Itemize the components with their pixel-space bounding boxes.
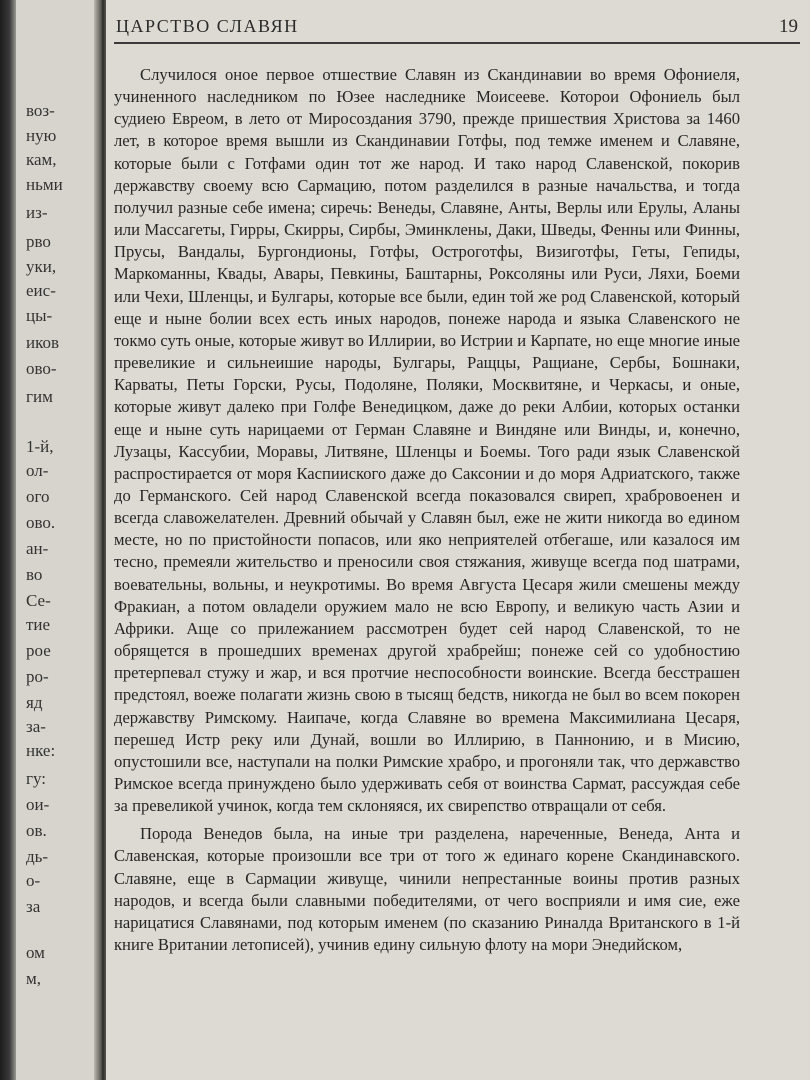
- left-fragment: воз-: [26, 101, 55, 120]
- book-edge-shadow: [0, 0, 16, 1080]
- left-fragment: во: [26, 565, 43, 584]
- left-fragment: иков: [26, 333, 60, 352]
- paragraph: Случилося оное первое отшествие Славян из Скандинавии во время Офониеля, учиненного наследником по Юзее наследнике Моисееве. Которои Офониель был судиею Евреом, в лето от Миросоздания 3790, прежде пришествия Христова за 1460 лет, в которое время вышли из Скандинавии Готфы, под темже именем и Славяне, которые были с Готфами один тот же народ. И тако народ Славенской, покорив державству своему всю Сармацию, потом разделился в разные начальства, и тогда получил разные себе имена; сиречь: Венеды, Славяне, Анты, Верлы или Ерулы, Аланы или Массагеты, Гирры, Скирры, Сирбы, Эминклены, Даки, Шведы, Фенны или Финны, Прусы, Вандалы, Бургондионы, Готфы, Остроготфы, Визиготфы, Геты, Гепиды, Маркоманны, Квады, Авары, Певкины, Баштарны, Роксоляны или Руси, Ляхи, Боеми или Чехи, Шленцы, и Булгары, которые все были, един той же род Славенской, который еще и ныне болии всех есть иных народов, понеже народа и языка Славенского не токмо суть оные, которые живут во Иллирии, во Истрии и Карпате, но еще многие иные превеликие и сильнеишие народы, Булгары, Ращцы, Ращиане, Сербы, Бошнаки, Карваты, Петы Горски, Русы, Подоляне, Поляки, Москвитяне, и Черкасы, и оные, которые живут далеко при Голфе Венедицком, даже до реки Албии, которых останки еще и ныне суть нарицаеми от Герман Славяне и Виндяне или Винды, и, конечно, Лузацы, Кассубии, Моравы, Литвяне, Шленцы и Боемы. Того ради язык Славенской распростирается от моря Каспииского даже до Саксонии и до моря Адриатского, также до Германского. Сей народ Славенской всегда показовался свиреп, храбровоенен и всегда славожелателен. Древний обычай у Славян был, еже не жити никогда во едином месте, но по пристойности попасов, или яко неприятелей отбегаше, или казалося им тесно, премеяли жительство и преносили своя стяжания, живуще всегда под шатрами, воевательны, вольны, и неукротимы. Во время Августа Цесаря жили смешены между Фракиан, а потом овладели оружием мало не всю Европу, и великую часть Азии и Африки. Аще со прилежанием рассмотрен будет сей народ Славенской, то не обрящется в прошедших временах другой храбрейш; понеже сей со удобностию претерпевал стужу и жар, и вся протчие неспособности воинские. Всегда бесстрашен предстоял, воеже полагати жизнь свою в тысящ бедств, никогда не был во всем покорен державству Римскому. Наипаче, когда Славяне во времена Максимилиана Цесаря, перешед Истр реку или Дунай, вошли во Иллирию, в Паннонию, и в Мисию, опустошили все, наступали на полки Римские храбро, и прогоняли так, что державство Римское всегда принуждено было удерживать себя от воинства Сармат, рассуждая себе за превеликой учинок, когда тем склоняяся, их свирепство отвращали от себя.: [114, 65, 740, 816]
- running-header: [114, 14, 800, 44]
- left-fragment: ово-: [26, 359, 57, 378]
- paragraph: Порода Венедов была, на иные три разделена, нареченные, Венеда, Анта и Славенская, которые произошли все три от того ж единаго корене Скандинавского. Славяне, еще в Сармации живуще, чинили непрестанные воины против разных народов, и всегда были славными победителями, от чего восприяли и имя сие, еже нарицатися Славянами, под которым именем (по сказанию Риналда Вританского в 1-й книге Вритании летописей), учинив едину сильную флоту на мори Энедийском,: [114, 824, 740, 955]
- page-number: 19: [779, 16, 798, 37]
- left-fragment: за-: [26, 717, 46, 736]
- left-fragment: ную: [26, 126, 57, 145]
- running-title: ЦАРСТВО СЛАВЯН: [116, 16, 299, 36]
- left-fragment: за: [26, 897, 41, 916]
- left-fragment: ого: [26, 487, 50, 506]
- left-fragment: ньми: [26, 175, 63, 194]
- left-fragment: ол-: [26, 461, 49, 480]
- left-fragment: м,: [26, 969, 42, 988]
- left-fragment: уки,: [26, 257, 57, 276]
- left-page-text-fragments: [26, 0, 100, 1080]
- left-fragment: из-: [26, 203, 48, 222]
- left-fragment: Се-: [26, 591, 51, 610]
- left-fragment: ои-: [26, 795, 50, 814]
- left-fragment: гу:: [26, 769, 46, 788]
- left-fragment: тие: [26, 615, 51, 634]
- left-fragment: ов.: [26, 821, 47, 840]
- left-fragment: еис-: [26, 281, 56, 300]
- left-fragment: яд: [26, 693, 43, 712]
- left-fragment: ом: [26, 943, 45, 962]
- left-page: [0, 0, 100, 1080]
- left-fragment: ово.: [26, 513, 56, 532]
- body-text: [114, 64, 740, 956]
- left-fragment: кам,: [26, 150, 57, 169]
- left-fragment: рое: [26, 641, 51, 660]
- left-fragment: ан-: [26, 539, 49, 558]
- left-fragment: нке:: [26, 741, 56, 760]
- left-fragment: рво: [26, 232, 51, 251]
- left-fragment: цы-: [26, 306, 53, 325]
- left-fragment: ро-: [26, 667, 49, 686]
- left-fragment: о-: [26, 871, 41, 890]
- left-fragment: 1-й,: [26, 437, 54, 456]
- left-fragment: дь-: [26, 847, 49, 866]
- right-page: [106, 0, 810, 1080]
- left-fragment: гим: [26, 387, 53, 406]
